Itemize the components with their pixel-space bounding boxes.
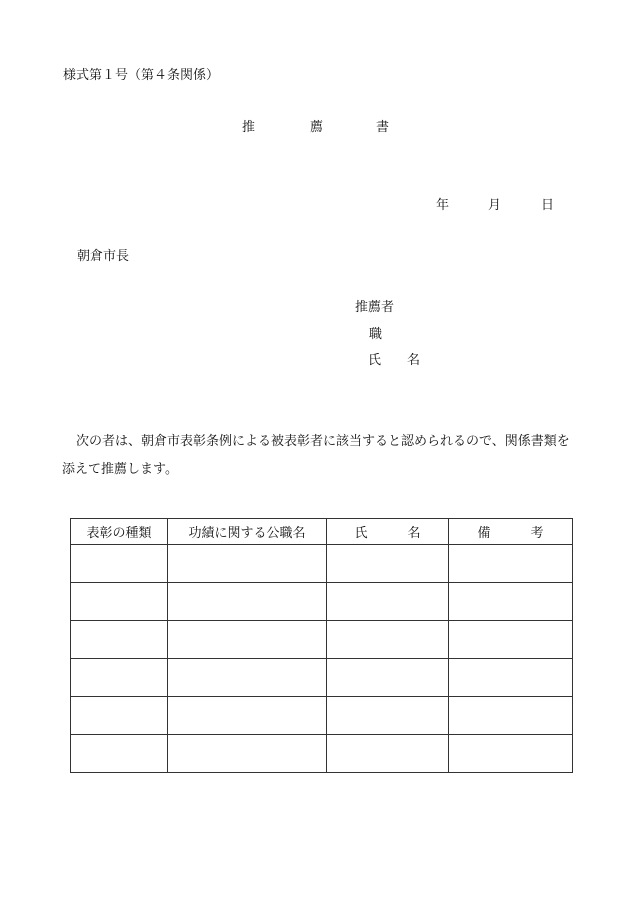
title-char-3: 書 bbox=[376, 120, 390, 135]
table-cell[interactable] bbox=[327, 545, 449, 583]
table-cell[interactable] bbox=[71, 735, 168, 773]
table-cell[interactable] bbox=[71, 545, 168, 583]
date-day-label: 日 bbox=[541, 198, 555, 213]
table-cell[interactable] bbox=[71, 621, 168, 659]
table-row bbox=[71, 545, 573, 583]
table-cell[interactable] bbox=[449, 621, 573, 659]
table-cell[interactable] bbox=[449, 583, 573, 621]
table-cell[interactable] bbox=[327, 621, 449, 659]
body-text: 次の者は、朝倉市表彰条例による被表彰者に該当すると認められるので、関係書類を添えて推薦します。 bbox=[62, 434, 570, 477]
table-row bbox=[71, 735, 573, 773]
table-cell[interactable] bbox=[168, 621, 327, 659]
header-public-office: 功績に関する公職名 bbox=[168, 519, 327, 545]
title-char-2: 薦 bbox=[310, 120, 324, 135]
date-month-label: 月 bbox=[488, 198, 502, 213]
header-remarks-text: 備考 bbox=[477, 526, 584, 541]
table-cell[interactable] bbox=[449, 545, 573, 583]
table-cell[interactable] bbox=[449, 697, 573, 735]
position-label: 職 bbox=[369, 327, 383, 342]
recommender-label: 推薦者 bbox=[355, 300, 395, 315]
form-number: 様式第１号（第４条関係） bbox=[63, 68, 220, 83]
header-name bbox=[327, 519, 461, 545]
table-cell[interactable] bbox=[327, 659, 449, 697]
table-cell[interactable] bbox=[168, 697, 327, 735]
table-cell[interactable] bbox=[327, 697, 449, 735]
title-char-1: 推 bbox=[242, 120, 256, 135]
table-cell[interactable] bbox=[449, 659, 573, 697]
name-label-first: 氏 bbox=[368, 353, 382, 368]
table-row bbox=[71, 697, 573, 735]
table-cell[interactable] bbox=[71, 583, 168, 621]
table-cell[interactable] bbox=[168, 583, 327, 621]
table-cell[interactable] bbox=[327, 583, 449, 621]
date-year-label: 年 bbox=[436, 198, 450, 213]
name-label-second: 名 bbox=[407, 353, 421, 368]
table-cell[interactable] bbox=[327, 735, 449, 773]
table-row bbox=[71, 621, 573, 659]
table-cell[interactable] bbox=[449, 735, 573, 773]
table-cell[interactable] bbox=[71, 659, 168, 697]
table-cell[interactable] bbox=[71, 697, 168, 735]
header-remarks bbox=[449, 519, 584, 545]
table-cell[interactable] bbox=[168, 545, 327, 583]
table-row bbox=[71, 659, 573, 697]
table-cell[interactable] bbox=[168, 659, 327, 697]
header-name-text: 氏名 bbox=[354, 526, 461, 541]
addressee: 朝倉市長 bbox=[77, 249, 130, 264]
table-cell[interactable] bbox=[168, 735, 327, 773]
table-header-row bbox=[71, 519, 573, 545]
nominee-table bbox=[70, 518, 584, 773]
header-award-type: 表彰の種類 bbox=[71, 519, 168, 545]
name-label bbox=[368, 353, 420, 369]
table-row bbox=[71, 583, 573, 621]
